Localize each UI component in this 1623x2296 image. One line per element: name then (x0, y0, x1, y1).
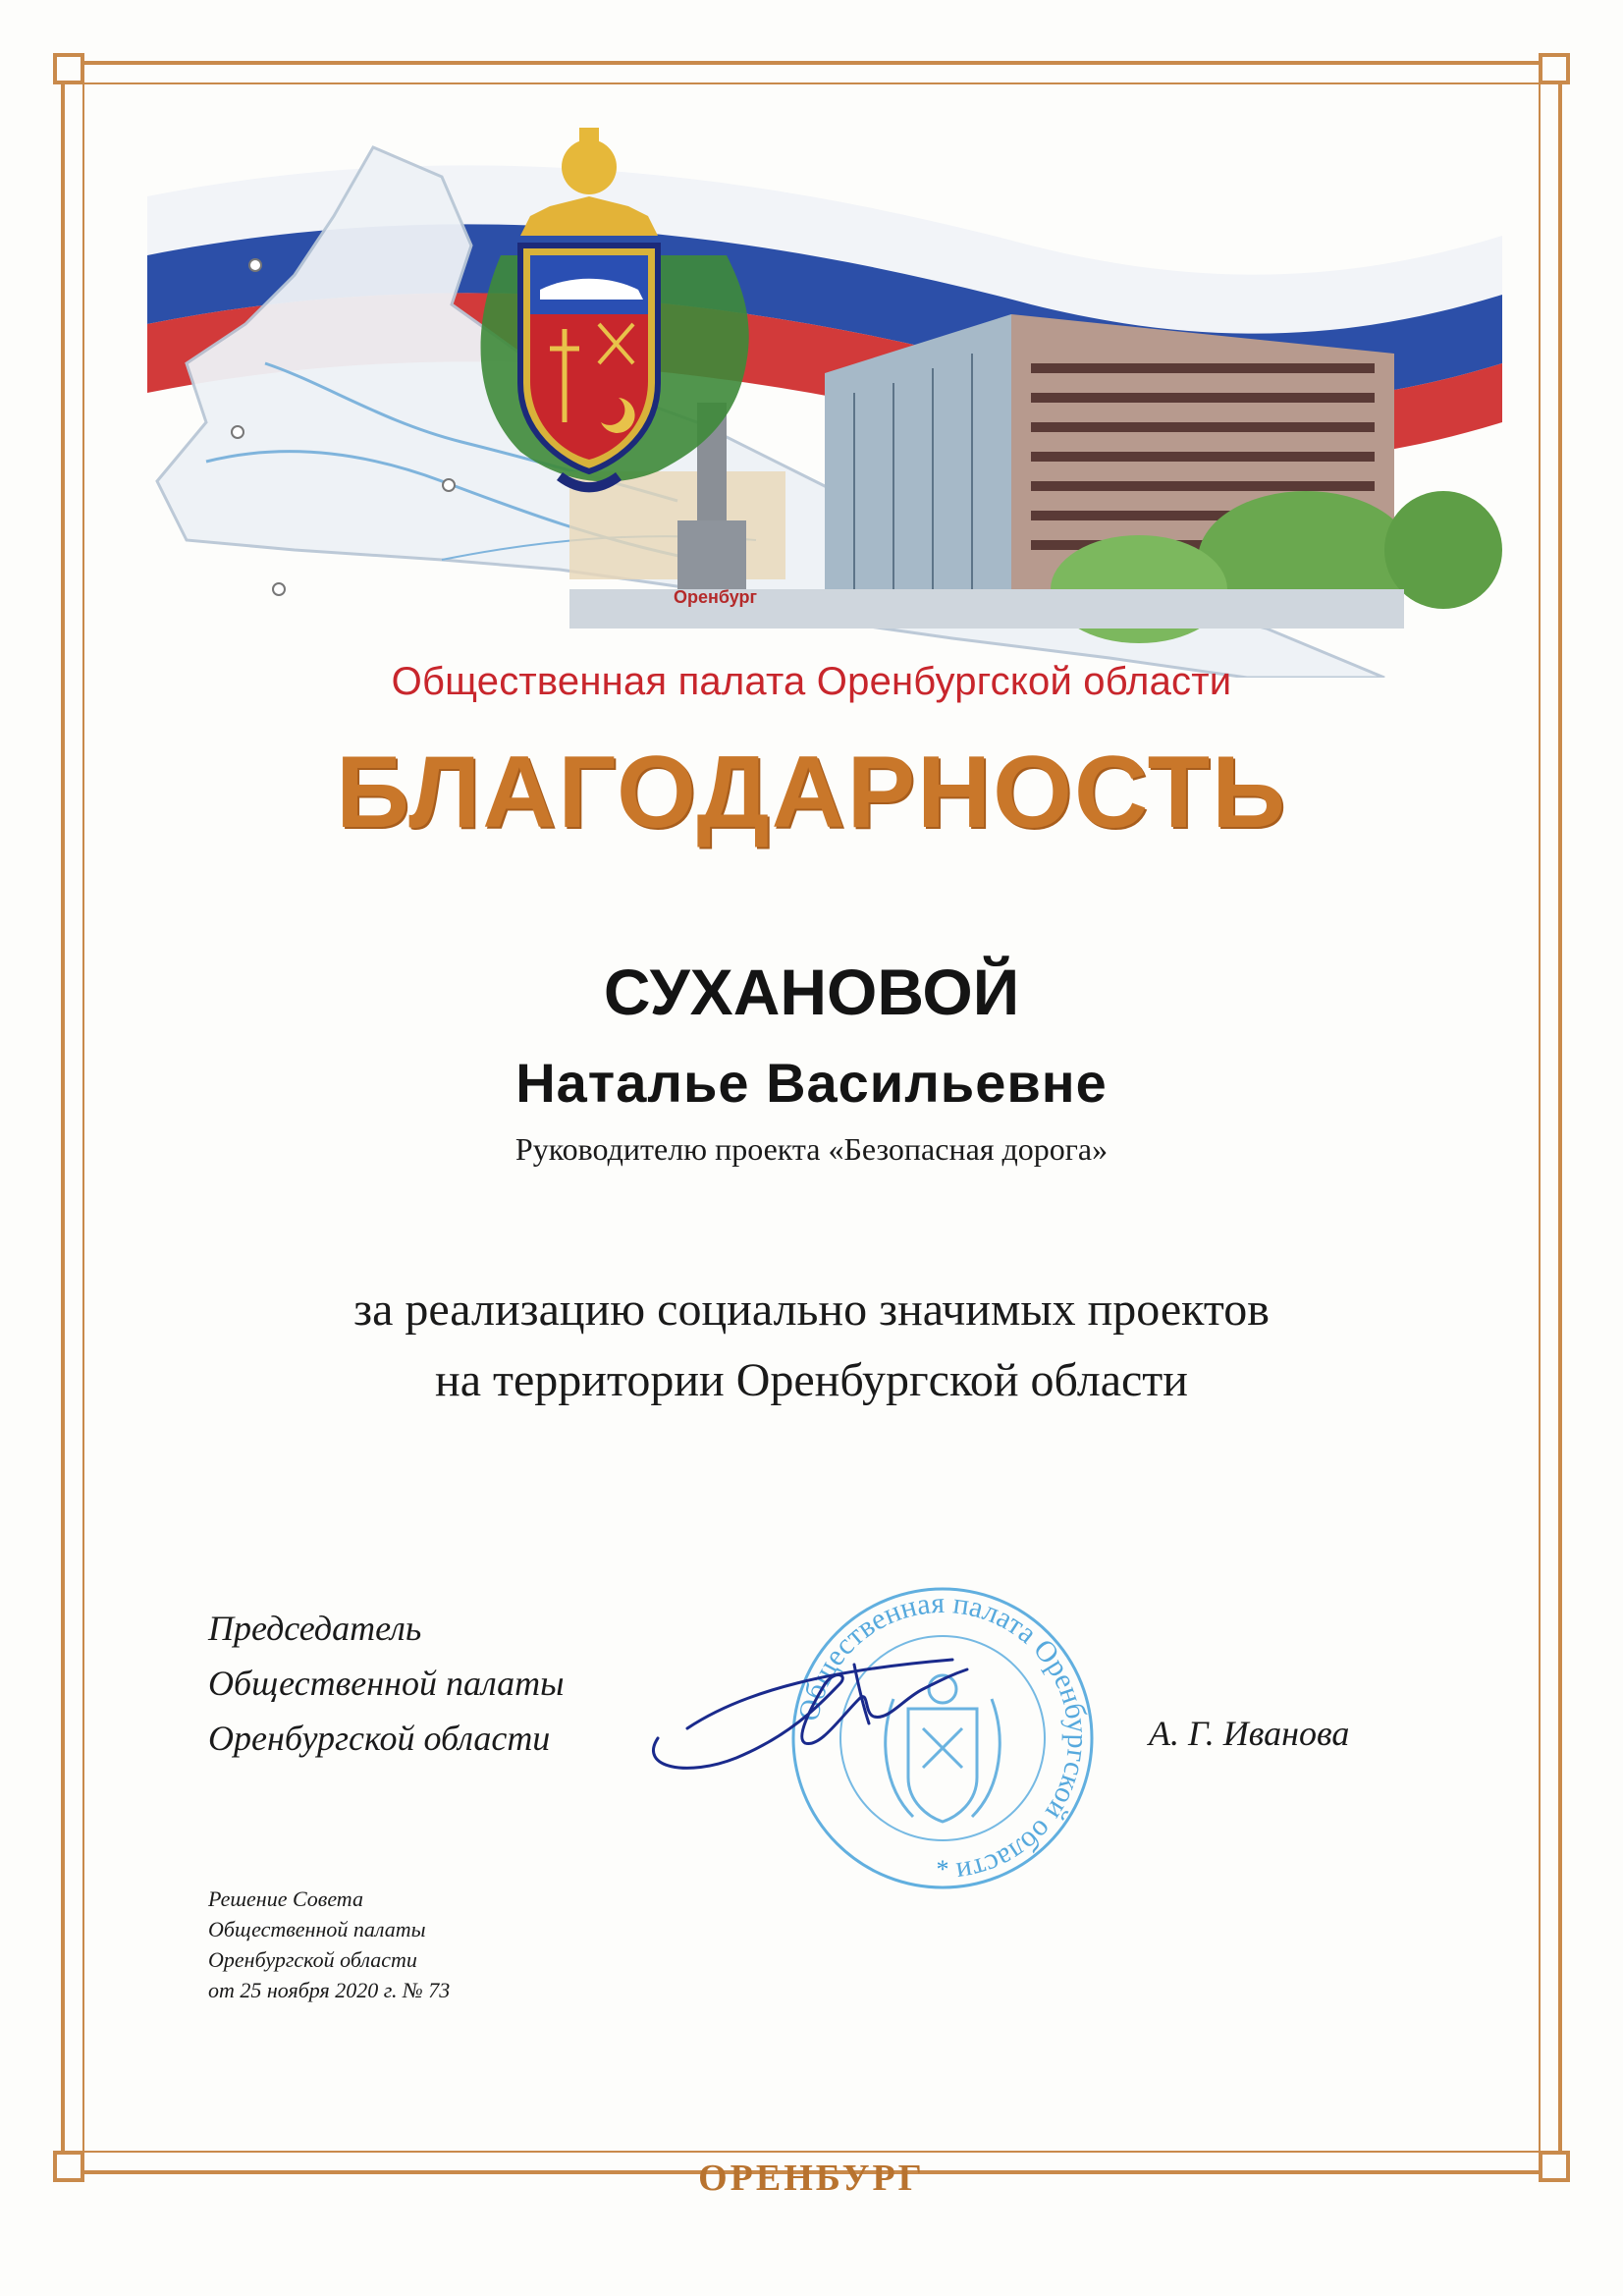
award-reason (0, 1275, 1623, 1416)
decision-line-4: от 25 ноября 2020 г. № 73 (208, 1978, 451, 2002)
stamp-ring-text: Общественная палата Оренбургской области (792, 1586, 1095, 1889)
header-illustration (147, 128, 1502, 678)
decision-reference (208, 1884, 450, 2005)
recipient-surname: СУХАНОВОЙ (603, 956, 1020, 1028)
decision-line-3: Оренбургской области (208, 1947, 417, 1972)
signer-title-line-3: Оренбургской области (208, 1719, 551, 1758)
signer-title-line-2: Общественной палаты (208, 1664, 565, 1703)
organization-title: Общественная палата Оренбургской области (391, 660, 1232, 703)
signer-title-line-1: Председатель (208, 1609, 422, 1648)
decision-line-2: Общественной палаты (208, 1917, 426, 1941)
recipient-name: Наталье Васильевне (515, 1052, 1108, 1114)
footer-city: ОРЕНБУРГ (698, 2158, 925, 2199)
signature (628, 1630, 1001, 1777)
frame-corner-top-left (53, 53, 84, 84)
signer-title (208, 1601, 565, 1766)
svg-text:*: * (936, 1855, 949, 1884)
certificate-title: БЛАГОДАРНОСТЬ (336, 736, 1287, 849)
decision-line-1: Решение Совета (208, 1886, 363, 1911)
recipient-position: Руководителю проекта «Безопасная дорога» (514, 1131, 1109, 1167)
frame-corner-top-right (1539, 53, 1570, 84)
award-reason-line-2: на территории Оренбургской области (435, 1354, 1188, 1406)
map-city-label: Оренбург (674, 587, 758, 607)
signer-name: А. Г. Иванова (1149, 1714, 1350, 1753)
award-reason-line-1: за реализацию социально значимых проектов (353, 1284, 1270, 1336)
